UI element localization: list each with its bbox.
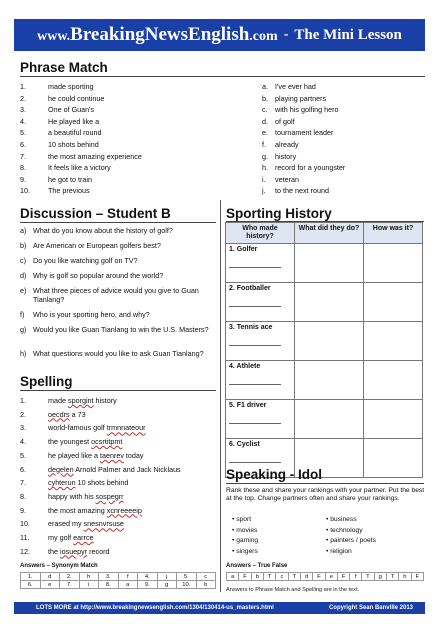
- answer-key: 2.: [60, 573, 80, 581]
- answer-value: e: [40, 581, 60, 589]
- history-person[interactable]: 2. Footballer: [226, 283, 295, 322]
- column-header: How was it?: [364, 223, 423, 244]
- answer-key: c: [276, 573, 288, 581]
- answer-value: f: [118, 573, 138, 581]
- footer-link[interactable]: LOTS MORE at http://www.breakingnewsenglish.com/1304/130414-us_masters.html: [36, 605, 274, 611]
- item-text: history: [93, 396, 117, 405]
- item-letter: g.: [262, 151, 268, 161]
- phrase-start-item: [20, 128, 102, 137]
- item-text: of golf: [275, 116, 295, 126]
- item-text: the: [48, 546, 60, 556]
- copyright: Copyright Sean Banville 2013: [328, 605, 413, 611]
- phrase-start-item: [20, 82, 94, 91]
- phrase-start-item: [20, 105, 94, 114]
- item-number: 1.: [20, 396, 26, 405]
- misspelled-word[interactable]: sospegrr: [95, 491, 124, 501]
- history-person[interactable]: 1. Golfer: [226, 244, 295, 283]
- item-number: 9.: [20, 505, 26, 515]
- topic-item: • movies: [232, 526, 258, 534]
- answer-value: F: [411, 573, 423, 581]
- item-letter: j.: [262, 186, 266, 196]
- spelling-item: [20, 533, 94, 542]
- history-person[interactable]: 3. Tennis ace: [226, 322, 295, 361]
- answers-tf-label: Answers – True False: [226, 563, 288, 569]
- answer-value: b: [196, 581, 216, 589]
- history-person[interactable]: 4. Athlete: [226, 361, 295, 400]
- answer-key: d: [300, 573, 312, 581]
- misspelled-word[interactable]: xcnreeeeip: [106, 505, 142, 515]
- topic-item: • singers: [232, 547, 258, 555]
- misspelled-word[interactable]: cyhterun: [48, 478, 76, 488]
- answer-key: 8.: [99, 581, 119, 589]
- misspelled-word[interactable]: iosuepyr: [60, 546, 88, 556]
- phrase-start-item: [20, 94, 104, 103]
- item-number: 4.: [20, 437, 26, 447]
- item-letter: a.: [262, 82, 268, 91]
- history-cell[interactable]: [364, 361, 423, 400]
- item-number: 10.: [20, 186, 30, 196]
- item-text: One of Guan's: [48, 105, 95, 115]
- answer-key: 5.: [177, 573, 197, 581]
- history-cell[interactable]: [364, 400, 423, 439]
- spelling-title: Spelling: [20, 374, 73, 389]
- item-number: 10.: [20, 519, 30, 529]
- item-number: 2.: [20, 93, 26, 103]
- item-text: made: [48, 396, 68, 405]
- phrase-end-item: [262, 128, 333, 137]
- history-cell[interactable]: [295, 322, 364, 361]
- item-text: I've ever had: [275, 82, 316, 91]
- answer-key: h: [399, 573, 411, 581]
- item-text: record: [87, 546, 110, 556]
- spelling-item: [20, 437, 122, 446]
- item-text: 10 shots behind: [48, 140, 99, 149]
- item-text: He played like a: [48, 116, 100, 126]
- history-cell[interactable]: [364, 283, 423, 322]
- item-text: the most amazing: [48, 505, 107, 515]
- answer-key: 4.: [138, 573, 158, 581]
- answer-value: c: [196, 573, 216, 581]
- item-text: world-famous golf: [48, 423, 107, 433]
- item-text: 10 shots behind: [75, 478, 129, 488]
- answer-value: T: [386, 573, 398, 581]
- question-text: What questions would you like to ask Guan Tianlang?: [33, 349, 204, 358]
- phrase-start-item: [20, 186, 90, 195]
- speaking-title: Speaking - Idol: [226, 467, 323, 482]
- answer-value: j: [157, 573, 177, 581]
- phrase-end-item: [262, 186, 329, 195]
- item-letter: e.: [262, 128, 268, 138]
- answer-value: h: [79, 573, 99, 581]
- item-number: 1.: [20, 82, 26, 91]
- item-number: 3.: [20, 423, 26, 433]
- phrase-start-item: [20, 140, 99, 149]
- spelling-item: [20, 506, 142, 515]
- phrase-match-title: Phrase Match: [20, 60, 108, 75]
- sporting-history-table: [225, 222, 423, 478]
- answers-synonym-table: [20, 572, 216, 589]
- item-number: 8.: [20, 491, 26, 501]
- answer-value: i: [79, 581, 99, 589]
- answer-key: 1.: [21, 573, 41, 581]
- item-number: 7.: [20, 151, 26, 161]
- answer-key: g: [374, 573, 386, 581]
- question-text: What three pieces of advice would you give to Guan Tianlang?: [33, 286, 199, 304]
- item-text: record for a youngster: [275, 163, 346, 173]
- item-text: to the next round: [275, 186, 329, 196]
- item-text: The previous: [48, 186, 90, 196]
- column-header: What did they do?: [295, 223, 364, 244]
- item-text: erased my: [48, 519, 84, 529]
- answer-value: F: [239, 573, 251, 581]
- topic-item: • religion: [326, 547, 352, 555]
- spelling-item: [20, 478, 128, 487]
- item-text: It feels like a victory: [48, 163, 111, 173]
- misspelled-word[interactable]: ocsrtitpmt: [91, 437, 123, 447]
- answer-key: b: [251, 573, 263, 581]
- answer-value: F: [313, 573, 325, 581]
- section-divider: [20, 222, 216, 223]
- item-text: Arnold Palmer and Jack Nicklaus: [73, 464, 181, 474]
- question-letter: g): [20, 325, 27, 334]
- phrase-end-item: [262, 152, 296, 161]
- section-divider: [20, 390, 216, 391]
- history-cell[interactable]: [295, 283, 364, 322]
- spelling-item: [20, 423, 146, 432]
- answer-key: 6.: [21, 581, 41, 589]
- phrase-end-item: [262, 117, 295, 126]
- question-letter: f): [20, 310, 25, 319]
- question-text: Who is your sporting hero, and why?: [33, 310, 150, 319]
- footer-banner: [14, 602, 425, 614]
- phrase-end-item: [262, 140, 299, 149]
- history-cell[interactable]: [364, 322, 423, 361]
- item-number: 3.: [20, 105, 26, 115]
- item-text: the youngest: [48, 437, 92, 447]
- header-separator: -: [283, 27, 289, 42]
- spelling-item: [20, 547, 110, 556]
- answer-key: 3.: [99, 573, 119, 581]
- history-cell[interactable]: [295, 244, 364, 283]
- spelling-item: [20, 519, 124, 528]
- phrase-end-item: [262, 94, 326, 103]
- section-divider: [226, 483, 424, 484]
- spelling-item: [20, 396, 117, 405]
- question-letter: c): [20, 256, 26, 265]
- question-text: What do you know about the history of golf?: [33, 226, 173, 235]
- history-cell[interactable]: [295, 400, 364, 439]
- answer-value: g: [157, 581, 177, 589]
- item-text: made sporting: [48, 82, 94, 91]
- item-number: 5.: [20, 450, 26, 460]
- question-text: Why is golf so popular around the world?: [33, 271, 164, 280]
- answers-synonym-label: Answers – Synonym Match: [20, 563, 98, 569]
- item-text: happy with his: [48, 491, 96, 501]
- answers-note: Answers to Phrase Match and Spelling are in the text.: [226, 587, 360, 593]
- phrase-end-item: [262, 82, 316, 91]
- column-divider: [220, 200, 221, 592]
- item-letter: h.: [262, 163, 268, 173]
- item-text: history: [275, 151, 297, 161]
- site-name[interactable]: www.BreakingNewsEnglish.com: [37, 24, 278, 45]
- item-text: veteran: [275, 174, 299, 184]
- topic-item: • sport: [232, 516, 252, 523]
- item-text: tournament leader: [275, 128, 334, 138]
- item-text: he could continue: [48, 93, 105, 103]
- speaking-instructions: Rank these and share your rankings with your partner. Put the best at the top. Change partners often and share your rankings.: [226, 487, 425, 503]
- question-letter: a): [20, 226, 27, 235]
- answer-key: a: [227, 573, 239, 581]
- item-number: 12.: [20, 546, 30, 556]
- item-number: 5.: [20, 128, 26, 138]
- history-cell[interactable]: [364, 244, 423, 283]
- misspelled-word[interactable]: trmnnateour: [106, 423, 146, 433]
- item-text: a beautiful round: [48, 128, 102, 138]
- section-divider: [20, 76, 425, 77]
- item-text: my golf: [48, 533, 74, 542]
- topic-item: • technology: [326, 526, 363, 534]
- sporting-history-title: Sporting History: [226, 206, 332, 221]
- question-text: Do you like watching golf on TV?: [33, 256, 138, 265]
- spelling-item: [20, 492, 124, 501]
- answer-key: 9.: [138, 581, 158, 589]
- answer-key: 7.: [60, 581, 80, 589]
- item-letter: f.: [262, 140, 266, 149]
- item-text: with his golfing hero: [275, 105, 339, 115]
- item-number: 6.: [20, 464, 26, 474]
- discussion-title: Discussion – Student B: [20, 206, 171, 221]
- misspelled-word[interactable]: degelen: [48, 464, 74, 474]
- history-cell[interactable]: [295, 361, 364, 400]
- topic-item: • painters / poets: [326, 537, 376, 544]
- header-banner: [14, 19, 425, 51]
- item-text: the most amazing experience: [48, 151, 142, 161]
- item-number: 4.: [20, 116, 26, 126]
- answer-value: a: [118, 581, 138, 589]
- item-number: 2.: [20, 409, 26, 419]
- spelling-item: [20, 410, 86, 419]
- item-text: playing partners: [275, 93, 327, 103]
- misspelled-word[interactable]: oecdrs: [48, 409, 70, 419]
- question-text: Are American or European golfers best?: [33, 241, 161, 250]
- misspelled-word[interactable]: sporgint: [67, 396, 94, 405]
- answer-value: F: [337, 573, 349, 581]
- answer-value: T: [288, 573, 300, 581]
- spelling-item: [20, 465, 181, 474]
- column-header: Who made history?: [226, 223, 295, 244]
- spelling-item: [20, 451, 144, 460]
- history-person[interactable]: 6. Cyclist: [226, 439, 295, 478]
- misspelled-word[interactable]: snesnvrsuse: [83, 519, 124, 529]
- topic-item: • gaming: [232, 537, 259, 544]
- item-letter: d.: [262, 116, 268, 126]
- answer-key: 10.: [177, 581, 197, 589]
- misspelled-word[interactable]: earrce: [73, 533, 94, 542]
- phrase-start-item: [20, 152, 142, 161]
- item-number: 6.: [20, 140, 26, 149]
- item-number: 7.: [20, 478, 26, 488]
- phrase-end-item: [262, 175, 299, 184]
- topic-item: • business: [326, 516, 357, 523]
- phrase-start-item: [20, 175, 92, 184]
- answer-value: T: [263, 573, 275, 581]
- question-letter: d): [20, 271, 27, 280]
- phrase-end-item: [262, 163, 345, 172]
- item-number: 9.: [20, 174, 26, 184]
- item-text: a 73: [69, 409, 86, 419]
- item-letter: i.: [262, 174, 266, 184]
- question-letter: h): [20, 349, 27, 358]
- question-letter: b): [20, 241, 27, 250]
- item-number: 8.: [20, 163, 26, 173]
- item-text: he played like a: [48, 450, 100, 460]
- item-number: 11.: [20, 533, 30, 542]
- item-letter: c.: [262, 105, 268, 115]
- item-letter: b.: [262, 93, 268, 103]
- item-text: already: [275, 140, 299, 149]
- item-text: today: [123, 450, 144, 460]
- answers-tf-table: [226, 572, 424, 581]
- question-text: Would you like Guan Tianlang to win the U.S. Masters?: [33, 325, 209, 334]
- history-cell[interactable]: [364, 439, 423, 478]
- lesson-title: The Mini Lesson: [294, 26, 402, 43]
- answer-value: T: [362, 573, 374, 581]
- question-letter: e): [20, 286, 27, 295]
- answer-key: f: [350, 573, 362, 581]
- answer-key: e: [325, 573, 337, 581]
- item-text: he got to train: [48, 174, 92, 184]
- phrase-start-item: [20, 163, 111, 172]
- history-person[interactable]: 5. F1 driver: [226, 400, 295, 439]
- phrase-start-item: [20, 117, 99, 126]
- phrase-end-item: [262, 105, 339, 114]
- misspelled-word[interactable]: taenrev: [99, 450, 124, 460]
- answer-value: d: [40, 573, 60, 581]
